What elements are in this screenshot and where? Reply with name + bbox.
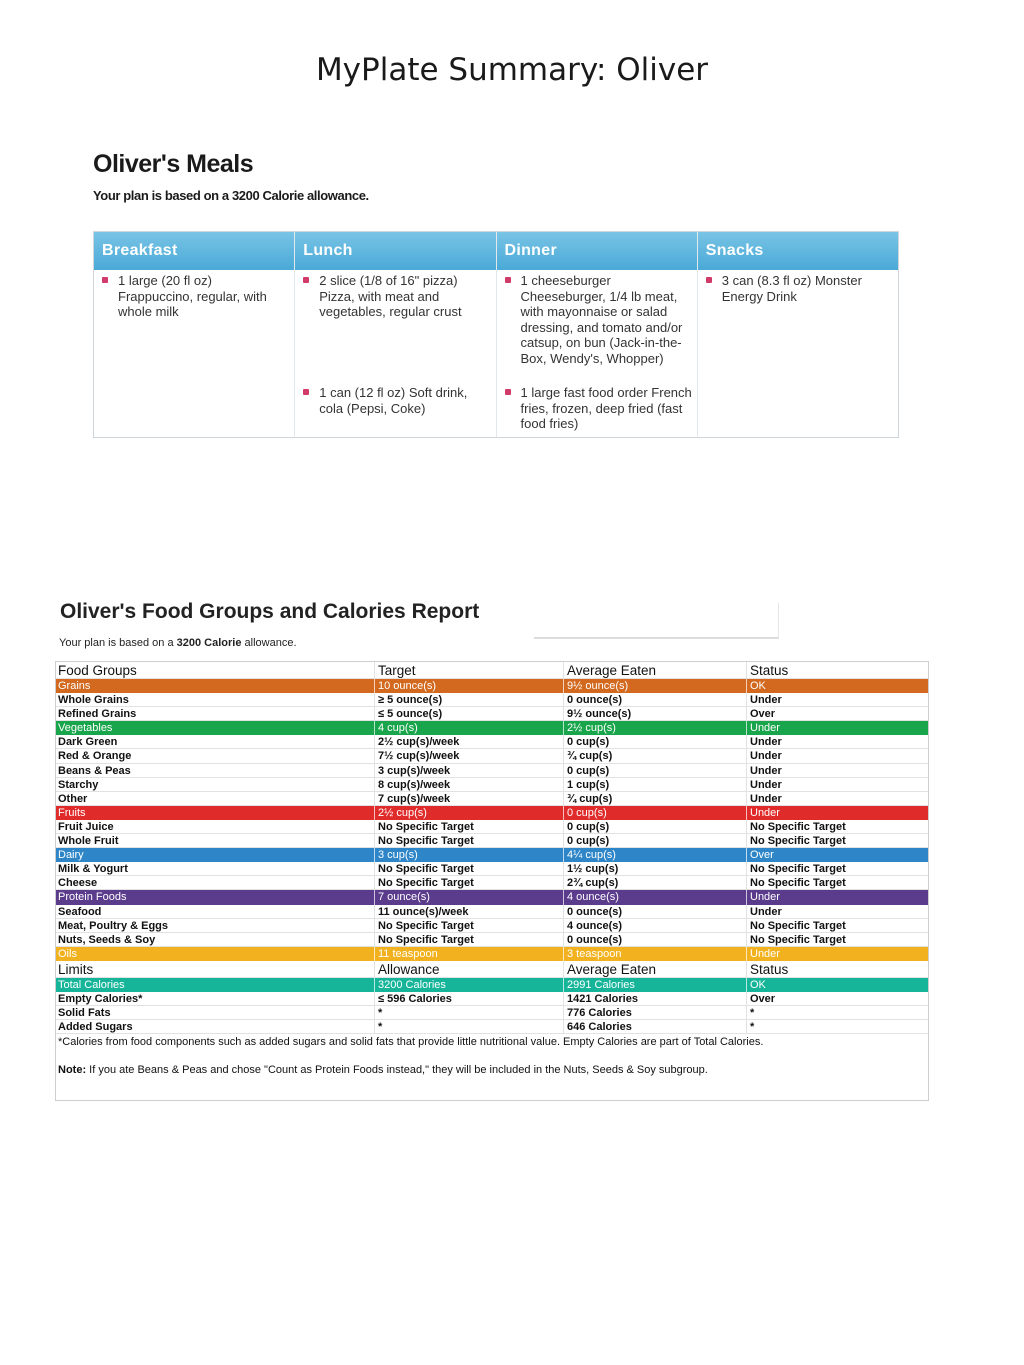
table-cell: 3 cup(s) xyxy=(374,848,563,862)
table-cell: Under xyxy=(746,721,928,735)
table-row xyxy=(56,707,928,721)
table-cell: 2¾ cup(s) xyxy=(563,876,746,889)
table-cell: 0 ounce(s) xyxy=(563,905,746,918)
note: Note: If you ate Beans & Peas and chose "Count as Protein Foods instead," they will be included in the Nuts, Seeds & Soy subgroup. xyxy=(58,1064,708,1077)
table-cell: Cheese xyxy=(58,877,98,890)
table-cell: Allowance xyxy=(374,961,563,977)
table-cell: Seafood xyxy=(58,905,102,918)
meal-header: Breakfast xyxy=(94,232,294,270)
table-cell: Under xyxy=(746,905,928,918)
table-cell: * xyxy=(746,1006,928,1019)
table-cell: Beans & Peas xyxy=(58,764,131,777)
table-cell: Oils xyxy=(58,947,77,960)
table-cell: 776 Calories xyxy=(563,1006,746,1019)
table-cell: No Specific Target xyxy=(746,862,928,875)
table-cell: 0 ounce(s) xyxy=(563,933,746,946)
table-row xyxy=(56,735,928,749)
meal-header: Dinner xyxy=(497,232,697,270)
food-groups-table xyxy=(55,661,929,1101)
table-cell: ≥ 5 ounce(s) xyxy=(374,693,563,706)
table-cell: No Specific Target xyxy=(374,876,563,889)
report-subtitle: Your plan is based on a 3200 Calorie allowance. xyxy=(59,637,297,649)
report-title: Oliver's Food Groups and Calories Report xyxy=(60,600,480,623)
category-row xyxy=(56,978,928,992)
meals-table xyxy=(93,231,899,438)
table-cell: Grains xyxy=(58,680,91,692)
table-cell: 3 cup(s)/week xyxy=(374,764,563,777)
table-cell: 3 teaspoon xyxy=(563,947,746,961)
bullet-icon xyxy=(706,277,712,283)
table-cell: Meat, Poultry & Eggs xyxy=(58,919,169,932)
table-cell: Nuts, Seeds & Soy xyxy=(58,933,156,946)
table-cell: Over xyxy=(746,992,928,1005)
table-row xyxy=(56,992,928,1006)
page-title: MyPlate Summary: Oliver xyxy=(315,52,709,88)
meal-item: 3 can (8.3 fl oz) Monster Energy Drink xyxy=(706,273,894,304)
table-cell: Dark Green xyxy=(58,736,118,749)
table-cell: 7½ cup(s)/week xyxy=(374,749,563,762)
meal-item: 1 large fast food order French fries, frozen, deep fried (fast food fries) xyxy=(505,385,693,432)
table-cell: No Specific Target xyxy=(374,820,563,833)
footnote: *Calories from food components such as added sugars and solid fats that provide little nutritional value. Empty Calories are part of Total Calories. xyxy=(58,1036,764,1049)
table-row xyxy=(56,933,928,947)
table-cell: 11 teaspoon xyxy=(374,947,563,961)
table-row xyxy=(56,905,928,919)
table-cell: No Specific Target xyxy=(374,933,563,946)
table-cell: Over xyxy=(746,707,928,720)
meals-title: Oliver's Meals xyxy=(93,150,254,178)
header-food-groups: Food Groups xyxy=(58,663,137,678)
table-cell: Fruits xyxy=(58,806,86,819)
table-cell: No Specific Target xyxy=(374,862,563,875)
table-cell: No Specific Target xyxy=(374,834,563,847)
table-cell: Under xyxy=(746,778,928,791)
table-row xyxy=(56,919,928,933)
table-header-row xyxy=(56,662,928,679)
table-cell: ≤ 5 ounce(s) xyxy=(374,707,563,720)
table-cell: Added Sugars xyxy=(58,1021,133,1034)
table-cell: 646 Calories xyxy=(563,1020,746,1033)
table-cell: 0 cup(s) xyxy=(563,834,746,847)
table-cell: Vegetables xyxy=(58,722,113,735)
table-cell: 4 ounce(s) xyxy=(563,890,746,904)
meal-item: 2 slice (1/8 of 16" pizza) Pizza, with meat and vegetables, regular crust xyxy=(303,273,491,320)
table-row xyxy=(56,693,928,707)
table-row xyxy=(56,778,928,792)
table-cell: 4 cup(s) xyxy=(374,721,563,735)
meal-item: 1 large (20 fl oz) Frappuccino, regular, with whole milk xyxy=(102,273,290,320)
limits-header-row xyxy=(56,961,928,978)
meal-header: Snacks xyxy=(698,232,898,270)
table-row xyxy=(56,862,928,876)
table-cell: 9½ ounce(s) xyxy=(563,679,746,693)
table-cell: 2½ cup(s) xyxy=(374,806,563,820)
table-cell: * xyxy=(374,1006,563,1019)
table-cell: Total Calories xyxy=(58,978,125,991)
table-cell: Refined Grains xyxy=(58,708,137,721)
table-cell: 0 cup(s) xyxy=(563,806,746,820)
table-cell: Under xyxy=(746,693,928,706)
table-row xyxy=(56,1020,928,1034)
meal-column-breakfast xyxy=(94,232,295,437)
header-average-eaten: Average Eaten xyxy=(563,662,746,678)
table-cell: No Specific Target xyxy=(746,820,928,833)
table-cell: 0 cup(s) xyxy=(563,735,746,748)
category-row xyxy=(56,947,928,961)
table-cell: 11 ounce(s)/week xyxy=(374,905,563,918)
table-cell: Empty Calories* xyxy=(58,992,143,1005)
table-cell: No Specific Target xyxy=(746,876,928,889)
table-cell: Under xyxy=(746,749,928,762)
table-cell: Red & Orange xyxy=(58,750,132,763)
meal-item: 1 can (12 fl oz) Soft drink, cola (Pepsi, Coke) xyxy=(303,385,491,416)
table-cell: Whole Grains xyxy=(58,694,129,707)
table-cell: Fruit Juice xyxy=(58,820,114,833)
table-cell: Status xyxy=(746,961,928,977)
table-cell: 1½ cup(s) xyxy=(563,862,746,875)
table-row xyxy=(56,876,928,890)
table-cell: Under xyxy=(746,735,928,748)
table-cell: 10 ounce(s) xyxy=(374,679,563,693)
table-cell: Milk & Yogurt xyxy=(58,863,128,876)
table-cell: Whole Fruit xyxy=(58,835,119,848)
meal-column-snacks xyxy=(698,232,898,437)
table-cell: ≤ 596 Calories xyxy=(374,992,563,1005)
table-cell: Over xyxy=(746,848,928,862)
table-cell: Under xyxy=(746,947,928,961)
table-cell: ¾ cup(s) xyxy=(563,792,746,805)
table-row xyxy=(56,1006,928,1020)
bullet-icon xyxy=(303,389,309,395)
bullet-icon xyxy=(102,277,108,283)
table-cell: 1421 Calories xyxy=(563,992,746,1005)
table-cell: 4 ounce(s) xyxy=(563,919,746,932)
category-row xyxy=(56,806,928,820)
table-cell: 3200 Calories xyxy=(374,978,563,992)
table-cell: 9½ ounce(s) xyxy=(563,707,746,720)
table-cell: No Specific Target xyxy=(374,919,563,932)
table-cell: Under xyxy=(746,792,928,805)
table-cell: 7 ounce(s) xyxy=(374,890,563,904)
table-cell: 7 cup(s)/week xyxy=(374,792,563,805)
table-row xyxy=(56,834,928,848)
table-cell: ¾ cup(s) xyxy=(563,749,746,762)
bullet-icon xyxy=(505,277,511,283)
table-cell: OK xyxy=(746,679,928,693)
table-cell: Average Eaten xyxy=(563,961,746,977)
table-cell: Protein Foods xyxy=(58,891,127,904)
table-cell: Under xyxy=(746,764,928,777)
report-decor-box xyxy=(534,603,779,639)
table-cell: Under xyxy=(746,890,928,904)
table-row xyxy=(56,764,928,778)
meal-column-dinner xyxy=(497,232,698,437)
bullet-icon xyxy=(303,277,309,283)
meal-header: Lunch xyxy=(295,232,495,270)
table-cell: 2½ cup(s)/week xyxy=(374,735,563,748)
table-cell: Limits xyxy=(58,961,94,977)
table-cell: No Specific Target xyxy=(746,933,928,946)
table-cell: Under xyxy=(746,806,928,820)
table-cell: 4¼ cup(s) xyxy=(563,848,746,862)
header-target: Target xyxy=(374,662,563,678)
table-cell: Solid Fats xyxy=(58,1007,111,1020)
table-cell: 0 cup(s) xyxy=(563,820,746,833)
category-row xyxy=(56,721,928,735)
meals-subtitle: Your plan is based on a 3200 Calorie allowance. xyxy=(93,188,369,203)
table-row xyxy=(56,792,928,806)
table-row xyxy=(56,820,928,834)
table-cell: * xyxy=(374,1020,563,1033)
table-row xyxy=(56,749,928,763)
meal-item: 1 cheeseburger Cheeseburger, 1/4 lb meat, with mayonnaise or salad dressing, and tomato and/or catsup, on bun (Jack-in-the-Box, Wendy's, Whopper) xyxy=(505,273,693,366)
table-cell: 2991 Calories xyxy=(563,978,746,992)
category-row xyxy=(56,679,928,693)
table-cell: No Specific Target xyxy=(746,834,928,847)
table-cell: 8 cup(s)/week xyxy=(374,778,563,791)
header-status: Status xyxy=(746,662,928,678)
category-row xyxy=(56,848,928,862)
category-row xyxy=(56,890,928,904)
table-cell: OK xyxy=(746,978,928,992)
table-cell: * xyxy=(746,1020,928,1033)
meal-column-lunch xyxy=(295,232,496,437)
table-cell: 1 cup(s) xyxy=(563,778,746,791)
table-cell: 0 cup(s) xyxy=(563,764,746,777)
table-cell: No Specific Target xyxy=(746,919,928,932)
bullet-icon xyxy=(505,389,511,395)
table-cell: 0 ounce(s) xyxy=(563,693,746,706)
table-cell: 2½ cup(s) xyxy=(563,721,746,735)
table-cell: Dairy xyxy=(58,849,84,862)
table-cell: Starchy xyxy=(58,778,99,791)
table-cell: Other xyxy=(58,792,88,805)
